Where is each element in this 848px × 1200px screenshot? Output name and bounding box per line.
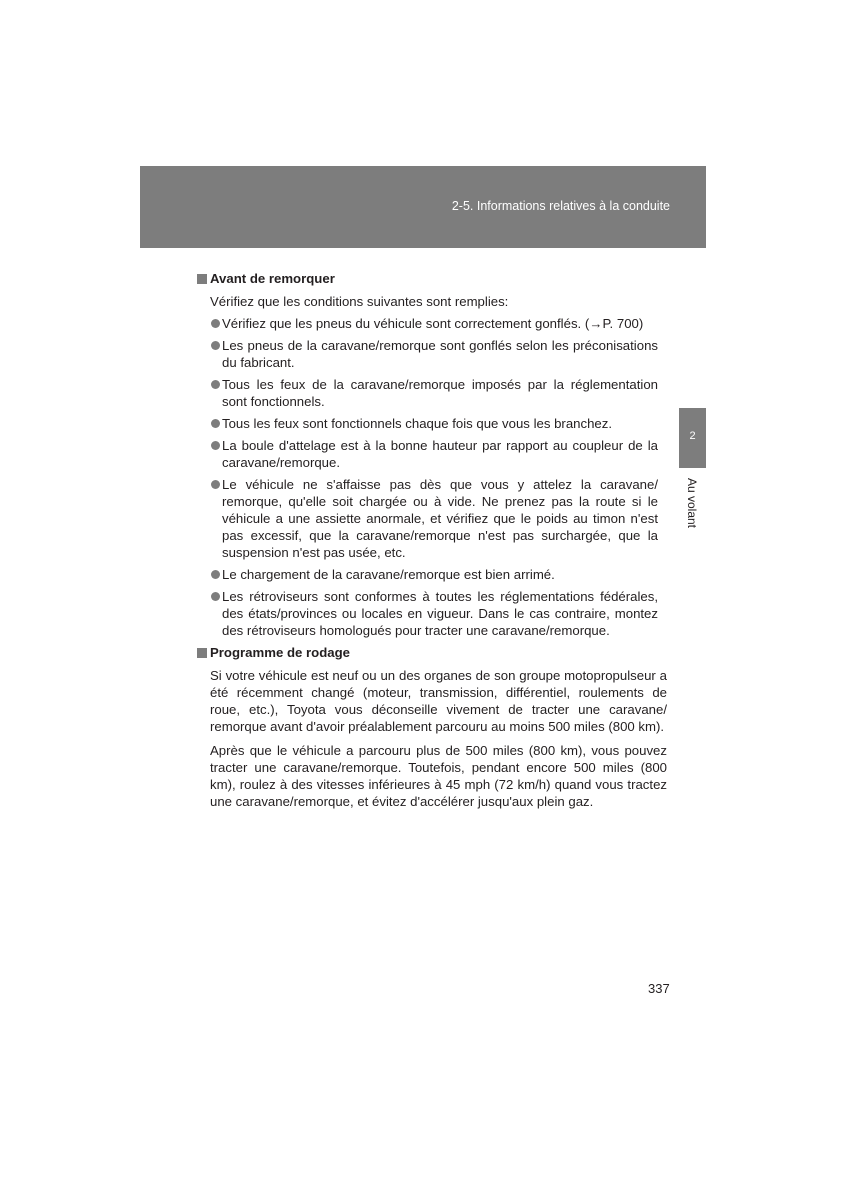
list-item-text: Vérifiez que les pneus du véhicule sont correctement gonflés. (→P. 700) — [222, 316, 644, 331]
list-item-text: Tous les feux sont fonctionnels chaque fois que vous les branchez. — [222, 416, 613, 431]
square-marker-icon — [197, 648, 207, 658]
page-content — [197, 270, 667, 817]
bullet-dot-icon — [211, 380, 220, 389]
chapter-tab — [679, 408, 706, 468]
bullet-dot-icon — [211, 441, 220, 450]
list-item — [197, 337, 658, 371]
list-item-text: Tous les feux de la caravane/remorque imposés par la réglementation sont fonctionnels. — [222, 377, 658, 409]
bullet-dot-icon — [211, 480, 220, 489]
bullet-dot-icon — [211, 592, 220, 601]
paragraph: Si votre véhicule est neuf ou un des organes de son groupe motopropulseur a été récemment changé (moteur, transmission, différentiel, roulements de roue, etc.), Toyota vous déconseille vivement de tracter une caravane/ remorque avant d'avoir préalablement parcouru au moins 500 miles (800 km). — [210, 668, 667, 734]
page-number: 337 — [648, 981, 670, 996]
square-marker-icon — [197, 274, 207, 284]
list-item-text: Les pneus de la caravane/remorque sont gonflés selon les préconisations du fabricant. — [222, 338, 658, 370]
heading-text: Programme de rodage — [210, 645, 350, 660]
bullet-dot-icon — [211, 319, 220, 328]
section-heading-towing — [197, 270, 667, 287]
list-item-text: Les rétroviseurs sont conformes à toutes les réglementations fédérales, des états/provinces ou locales en vigueur. Dans le cas contraire, montez des rétroviseurs homologués pour tracter une caravane/remorque. — [222, 589, 658, 638]
list-item-text: La boule d'attelage est à la bonne hauteur par rapport au coupleur de la caravane/remorque. — [222, 438, 658, 470]
list-item — [197, 315, 658, 332]
chapter-header-band — [140, 166, 706, 248]
list-item-text: Le chargement de la caravane/remorque est bien arrimé. — [222, 567, 555, 582]
heading-text: Avant de remorquer — [210, 271, 335, 286]
bullet-dot-icon — [211, 419, 220, 428]
section-title: 2-5. Informations relatives à la conduite — [451, 199, 670, 213]
list-item-text: Le véhicule ne s'affaisse pas dès que vous y attelez la caravane/ remorque, qu'elle soit chargée ou à vide. Ne prenez pas la route si le véhicule a une assiette anormale, et vérifiez que le poids au timon n'est pas excessif, que la caravane/remorque n'est pas surchargée, que la suspension n'est pas usée, etc. — [222, 477, 658, 560]
list-item — [197, 588, 658, 639]
bullet-dot-icon — [211, 341, 220, 350]
chapter-label: Au volant — [685, 477, 699, 529]
section-heading-break-in — [197, 644, 667, 661]
paragraph: Après que le véhicule a parcouru plus de 500 miles (800 km), vous pouvez tracter une caravane/remorque. Toutefois, pendant encore 500 miles (800 km), roulez à des vitesses inférieures à 45 mph (72 km/h) quand vous tractez une caravane/remorque, et évitez d'accélérer jusqu'aux plein gaz. — [210, 743, 667, 809]
bullet-dot-icon — [211, 570, 220, 579]
list-item — [197, 437, 658, 471]
list-item — [197, 566, 658, 583]
chapter-number: 2 — [689, 430, 696, 442]
intro-text: Vérifiez que les conditions suivantes sont remplies: — [210, 294, 509, 309]
list-item — [197, 376, 658, 410]
list-item — [197, 476, 658, 561]
list-item — [197, 415, 658, 432]
